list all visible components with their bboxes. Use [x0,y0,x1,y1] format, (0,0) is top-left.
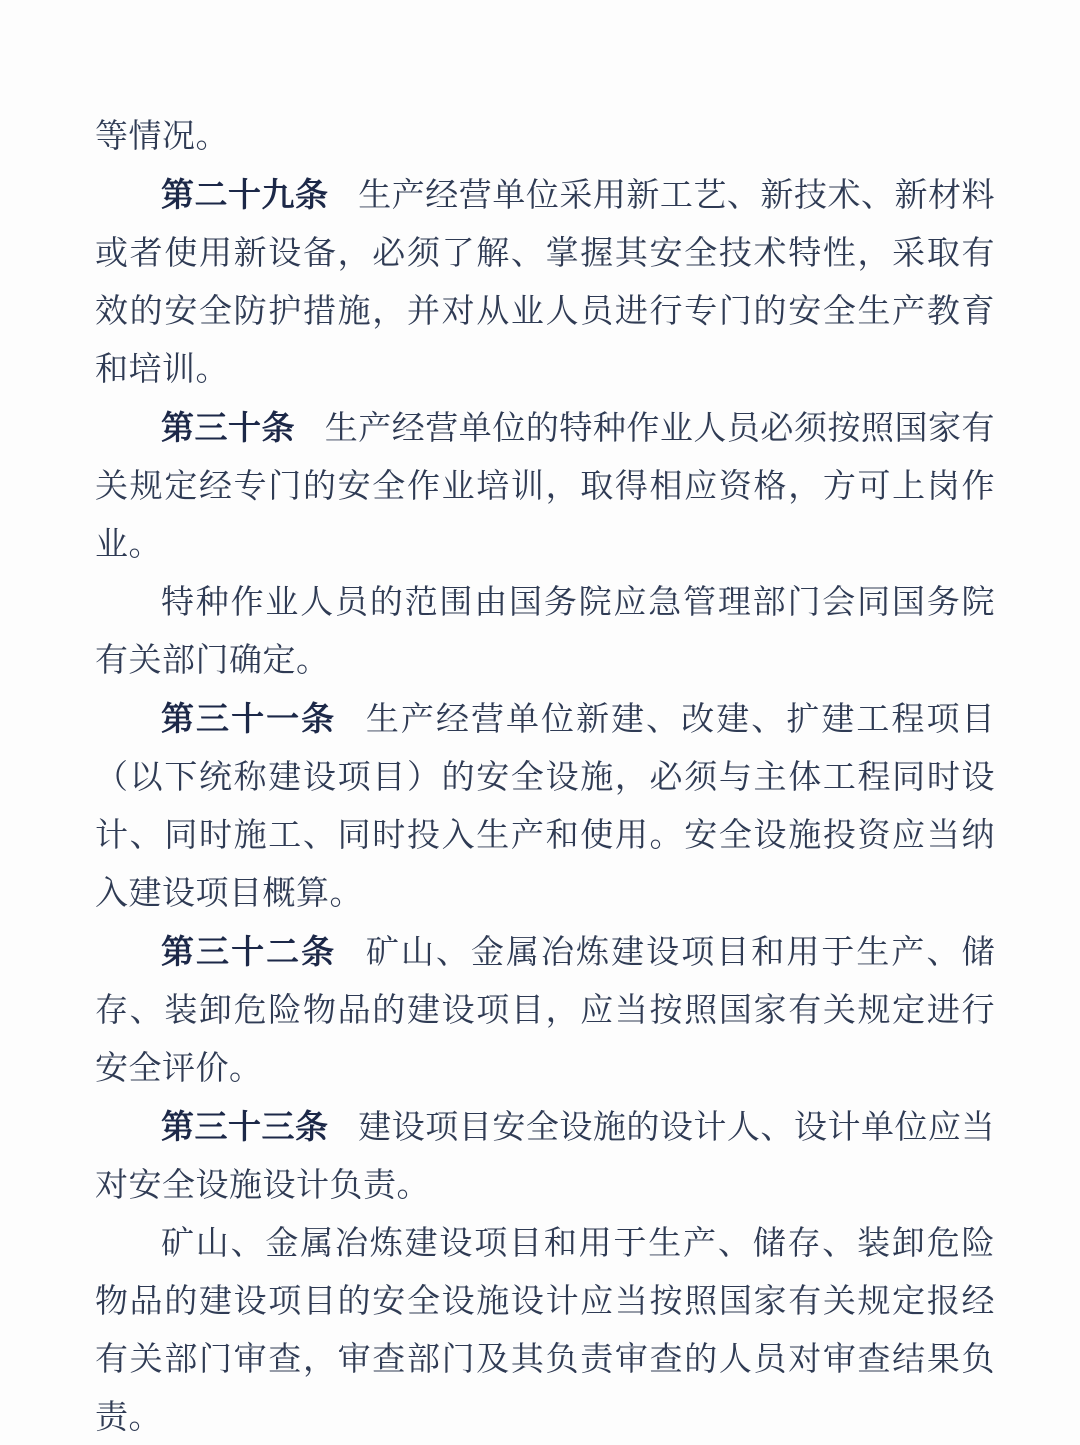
paragraph-text: 矿山、金属冶炼建设项目和用于生产、储存、装卸危险物品的建设项目，应当按照国家有关规定进行安全评价。 [95,935,996,1087]
paragraph-text: 建设项目安全设施的设计人、设计单位应当对安全设施设计负责。 [95,1110,996,1204]
document-body [95,108,995,1445]
paragraph-text: 矿山、金属冶炼建设项目和用于生产、储存、装卸危险物品的建设项目的安全设施设计应当按照国家有关规定报经有关部门审查，审查部门及其负责审查的人员对审查结果负责。 [95,1226,995,1436]
article-number: 第三十三条 [161,1108,329,1145]
paragraph-text: 等情况。 [95,119,229,155]
paragraph-text: 生产经营单位新建、改建、扩建工程项目（以下统称建设项目）的安全设施，必须与主体工程同时设计、同时施工、同时投入生产和使用。安全设施投资应当纳入建设项目概算。 [95,702,996,912]
paragraph [95,1098,995,1215]
article-number: 第二十九条 [161,176,329,213]
article-number: 第三十条 [161,409,296,446]
paragraph-text: 生产经营单位采用新工艺、新技术、新材料或者使用新设备，必须了解、掌握其安全技术特性，采取有效的安全防护措施，并对从业人员进行专门的安全生产教育和培训。 [95,178,996,388]
article-number: 第三十二条 [161,933,337,970]
paragraph [95,1215,995,1445]
paragraph [95,574,995,690]
paragraph [95,923,995,1098]
paragraph [95,108,995,166]
paragraph [95,690,995,923]
paragraph [95,166,995,399]
paragraph-text: 特种作业人员的范围由国务院应急管理部门会同国务院有关部门确定。 [95,585,995,679]
paragraph-text: 生产经营单位的特种作业人员必须按照国家有关规定经专门的安全作业培训，取得相应资格，方可上岗作业。 [95,411,996,563]
article-number: 第三十一条 [161,700,337,737]
paragraph [95,399,995,574]
